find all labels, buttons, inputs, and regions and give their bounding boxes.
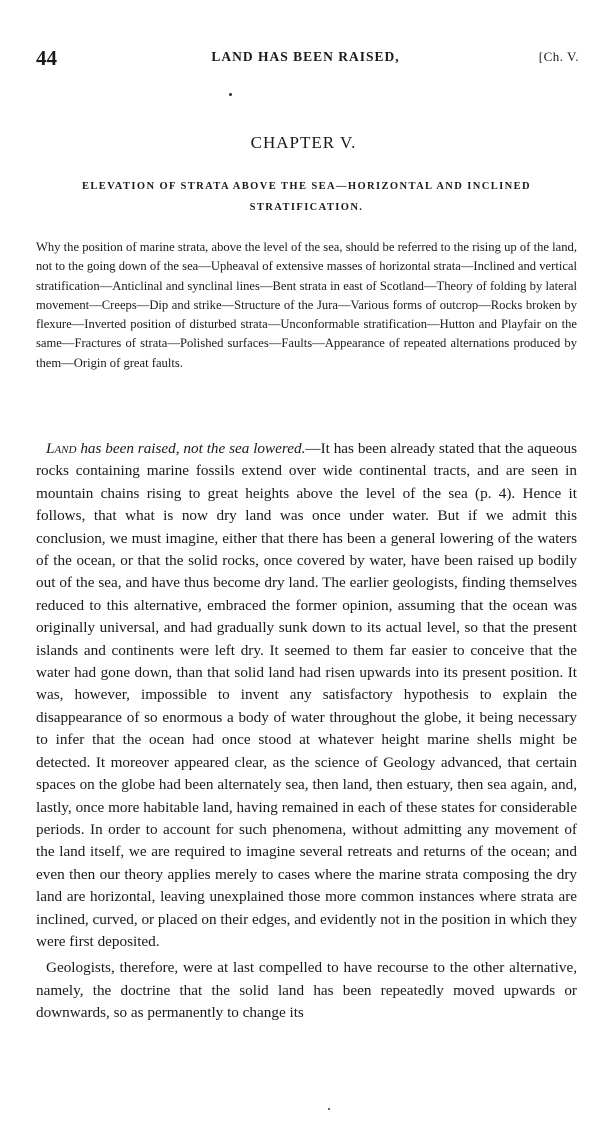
chapter-synopsis [36,238,577,373]
paragraph-text: Geologists, therefore, were at last compelled to have recourse to the other alternative, namely, the doctrine that the solid land has been repeatedly moved upwards or downwards, so as permanently to change its [36,959,577,1022]
page-header [32,46,579,68]
page-number: 44 [36,46,57,70]
paragraph-text: —It has been already stated that the aqueous rocks containing marine fossils extend over wide continental tracts, and are seen in mountain chains rising to great heights above the level of the sea (p. 4). Hence it follows, that what is now dry land was once under water. But if we admit this conclusion, we must imagine, either that there has been a general lowering of the waters of the ocean, or that the solid rocks, once covered by water, have been raised up bodily out of the sea, and have thus become dry land. The earlier geologists, finding themselves reduced to this alternative, embraced the former opinion, assuming that the ocean was originally universal, and had gradually sunk down to its actual level, so that the present islands and continents were left dry. It seemed to them far easier to conceive that the water had gone down, than that solid land had risen upwards into its present position. It was, however, impossible to invent any satisfactory hypothesis to explain the disappearance of so enormous a body of water throughout the globe, it being necessary to infer that the ocean had once stood at whatever height marine shells might be detected. It moreover appeared clear, as the science of Geology advanced, that certain spaces on the globe had been alternately sea, then land, then estuary, then sea again, and, lastly, once more habitable land, having remained in each of these states for considerable periods. In order to account for such phenomena, without admitting any movement of the land itself, we are required to imagine several retreats and returns of the ocean; and even then our theory applies merely to cases where the marine strata composing the dry land are horizontal, leaving unexplained those more common instances where strata are inclined, curved, or placed on their edges, and evidently not in the position in which they were first deposited. [36,440,578,950]
print-speck [328,1108,330,1110]
run-in-rest: has been raised, not the sea lowered. [76,440,306,457]
run-in-heading [46,440,305,457]
chapter-reference: [Ch. V. [538,49,579,64]
paragraph [36,957,577,1024]
chapter-subtitle: ELEVATION OF STRATA ABOVE THE SEA—HORIZONTAL AND INCLINED STRATIFICATION. [81,181,532,213]
print-speck [229,93,232,96]
running-head: LAND HAS BEEN RAISED, [211,49,400,64]
run-in-first-word: Land [46,440,77,457]
chapter-title: CHAPTER V. [250,133,357,152]
paragraph [36,438,577,953]
body-text [36,438,577,1025]
synopsis-text: Why the position of marine strata, above the level of the sea, should be referred to the rising up of the land, not to the going down of the sea—Upheaval of extensive masses of horizontal strata—Inclined and vertical stratification—Anticlinal and synclinal lines—Bent strata in east of Scotland—Theory of folding by lateral movement—Creeps—Dip and strike—Structure of the Jura—Various forms of outcrop—Rocks broken by flexure—Inverted position of disturbed strata—Unconformable stratification—Hutton and Playfair on the same—Fractures of strata—Polished surfaces—Faults—Appearance of repeated alternations produced by them—Origin of great faults. [36,240,577,370]
